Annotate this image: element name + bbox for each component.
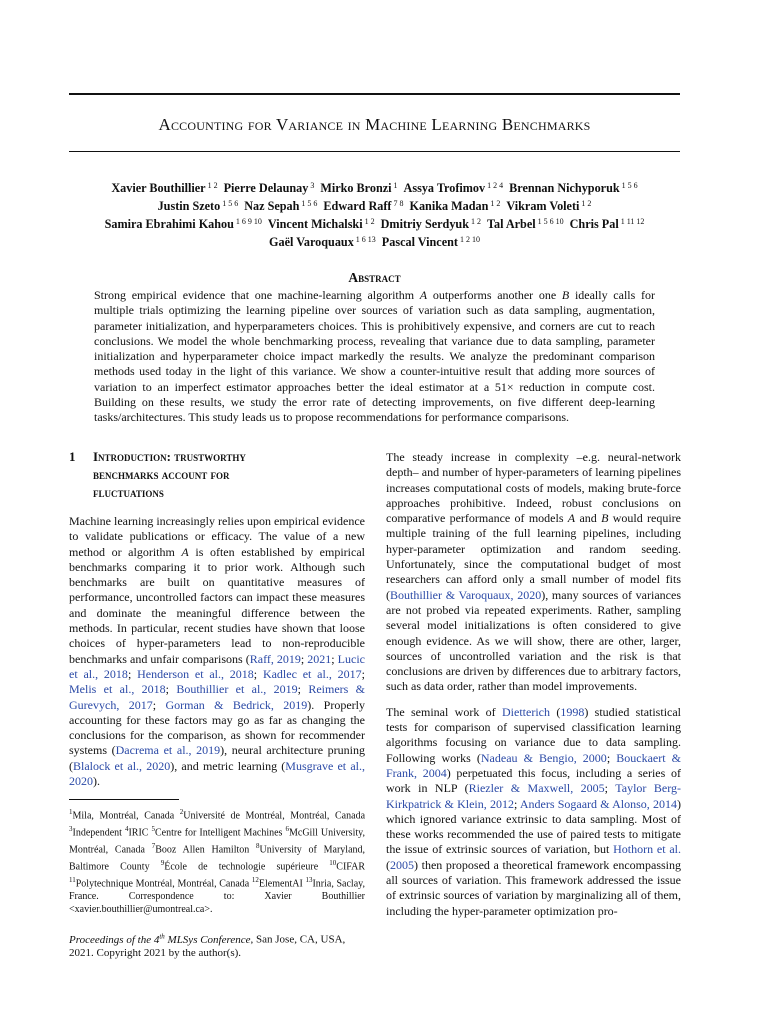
affiliation-mark: 12 [251,876,259,885]
affiliations-footnote: $^1$Mila, Montréal, Canada $^2$Université de Montréal, Montréal, Canada $^3$Independent $^4$IRIC $^5$Centre for Intelligent Machines $^6$McGill University, Montréal, Canada $^7$Booz Allen Hamilton $^8$University of Maryland, Baltimore County $^9$École de technologie supérieure $^{10}$CIFAR $^{11}$Polytechnique Montréal, Montréal, Canada $^{12}$ElementAI $^{13}$Inria, Saclay, France. Correspondence to: Xavier Bouthillier <xavier.bouthillier@umontreal.ca>. [69,808,366,915]
author-affiliation: 1 11 12 [620,217,645,226]
author [269,235,376,249]
citation-link[interactable]: Blalock et al., 2020 [73,758,171,773]
affiliation-mark: 11 [69,876,76,885]
author-affiliation: 1 2 4 [487,181,504,190]
footnote-rule [69,799,179,800]
affiliation-mark: 8 [256,842,260,851]
author-name: Justin Szeto [157,199,221,213]
author-affiliation: 1 5 6 [222,199,239,208]
affiliation-mark: 3 [69,825,73,834]
author-name: Vincent Michalski [267,217,363,231]
citation-link[interactable]: 1998 [560,704,585,719]
author [487,217,564,231]
math-symbol: A [567,511,576,526]
citation-link[interactable]: Dacrema et al., 2019 [115,743,221,758]
author [158,199,239,213]
author-name: Samira Ebrahimi Kahou [104,217,234,231]
author [323,199,403,213]
author-name: Pierre Delaunay [223,181,309,195]
author-line [69,232,680,250]
citation-link[interactable]: Bouthillier et al., 2019 [176,682,298,697]
author-name: Chris Pal [569,217,619,231]
author-affiliation: 1 2 [364,217,375,226]
author [224,181,315,195]
author [111,181,217,195]
author-affiliation: 7 8 [393,199,404,208]
author [506,199,591,213]
intro-paragraph-1: Machine learning increasingly relies upon empirical evidence to validate publications or efficacy. The value of a new method or algorithm A is often established by empirical benchmarks comparing it to prior work. Although such benchmarks are built on quantitative measures of performance, uncontrolled factors can impact these measures and dominate the meaningful difference between the methods. In particular, recent studies have shown that loose choices of hyper-parameters lead to non-reproducible benchmarks and unfair comparisons (Raff, 2019; 2021; Lucic et al., 2018; Henderson et al., 2018; Kadlec et al., 2017; Melis et al., 2018; Bouthillier et al., 2019; Reimers & Gurevych, 2017; Gorman & Bedrick, 2019). Properly accounting for these factors may go as far as changing the conclusions for the comparison, as shown for recommender systems (Dacrema et al., 2019), neural architecture pruning (Blalock et al., 2020), and metric learning (Musgrave et al., 2020). [69,514,366,789]
author-name: Pascal Vincent [381,235,458,249]
author-name: Vikram Voleti [506,199,580,213]
math-symbol: B [601,511,609,526]
citation-link[interactable]: Hothorn et al. [613,842,681,857]
citation-link[interactable]: Bouthillier & Varoquaux, 2020 [390,587,542,602]
author [381,217,481,231]
citation-link[interactable]: Nadeau & Bengio, 2000 [480,750,607,765]
affiliation-mark: 2 [179,808,184,817]
citation-link[interactable]: Raff, 2019 [249,651,301,666]
author [320,181,397,195]
author-name: Naz Sepah [244,199,300,213]
author [105,217,262,231]
affiliation-mark: 7 [151,842,156,851]
author [409,199,500,213]
affiliation-mark: 4 [124,825,129,834]
author-affiliation: 1 5 6 [301,199,318,208]
author [244,199,317,213]
author-name: Gaël Varoquaux [269,235,354,249]
citation-link[interactable]: Bouckaert & Frank, 2004 [386,750,681,780]
author-name: Edward Raff [323,199,392,213]
intro-paragraph-2: The steady increase in complexity –e.g. neural-network depth– and number of hyper-parameters of learning pipelines increases computational costs of models, making brute-force approaches prohibitive. Indeed, robust conclusions on comparative performance of models A and B would require multiple training of the full learning pipelines, including hyper-parameter optimization and random seeding. Unfortunately, since the computational budget of most researchers can afford only a small number of model fits (Bouthillier & Varoquaux, 2020), many sources of variances are not probed via repeated experiments. Rather, sampling several model initializations is often considered to give enough evidence. As we will show, there are other, larger, sources of uncontrolled variation and the risk is that conclusions are driven by differences due to arbitrary factors, such as data order, rather than model improvements. [386,450,682,694]
citation-link[interactable]: Anders Sogaard & Alonso, 2014 [519,796,678,811]
author [268,217,375,231]
left-column [69,448,365,961]
author-affiliation: 1 2 [490,199,501,208]
affiliation-mark: 5 [151,825,156,834]
author-affiliation: 1 5 6 10 [537,217,564,226]
author-name: Xavier Bouthillier [111,181,206,195]
author-affiliation: 1 6 13 [355,235,376,244]
author-affiliation: 1 2 [470,217,481,226]
title-rule-bottom [69,151,680,152]
citation-link[interactable]: Melis et al., 2018 [69,682,166,697]
author-affiliation: 1 6 9 10 [235,217,262,226]
abstract-text: Strong empirical evidence that one machine-learning algorithm A outperforms another one B ideally calls for multiple trials optimizing the learning pipeline over sources of variation such as data sampling, augmentation, parameter initialization, and hyperparameters choices. This is prohibitively expensive, and corners are cut to reach conclusions. We model the whole benchmarking process, revealing that variance due to data sampling, parameter initialization and hyperparameter choice impact markedly the results. We analyze the predominant comparison methods used today in the light of this variance. We show a counter-intuitive result that adding more sources of variation to an imperfect estimator approaches better the ideal estimator at a 51× reduction in compute cost. Building on these results, we study the error rate of detecting improvements, on five different deep-learning tasks/architectures. This study leads us to propose recommendations for performance comparisons. [94,288,655,425]
math-symbol: A [181,544,189,559]
math-symbol: A [419,288,428,302]
section-title: Introduction: trustworthy benchmarks account for fluctuations [93,449,246,500]
affiliation-mark: 1 [69,808,73,817]
author-affiliation: 1 2 [581,199,592,208]
citation-link[interactable]: 2021 [307,651,332,666]
affiliation-mark: 13 [305,876,313,885]
right-column [386,450,681,929]
author-name: Kanika Madan [409,199,489,213]
author [404,181,504,195]
author-affiliation: 1 [393,181,398,190]
citation-link[interactable]: Henderson et al., 2018 [137,666,254,681]
citation-link[interactable]: Dietterich [502,704,550,719]
affiliation-mark: 10 [329,859,337,868]
author [382,235,480,249]
author [509,181,638,195]
abstract-heading: Abstract [348,270,401,285]
paper-title: Accounting for Variance in Machine Learning Benchmarks [158,115,591,134]
author-line [69,178,680,196]
citation-link[interactable]: Reimers & Gurevych, 2017 [69,682,365,712]
math-symbol: B [561,288,570,302]
section-heading [69,448,365,502]
author-affiliation: 1 2 10 [459,235,480,244]
author-affiliation: 1 5 6 [621,181,638,190]
author-name: Brennan Nichyporuk [509,181,620,195]
author-name: Mirko Bronzi [320,181,392,195]
author [570,217,645,231]
citation-link[interactable]: Musgrave et al., 2020 [69,758,365,789]
citation-link[interactable]: Taylor Berg-Kirkpatrick & Klein, 2012 [386,781,681,811]
author-name: Tal Arbel [486,217,536,231]
author-list [69,178,680,250]
section-number: 1 [69,449,76,464]
proceedings-note: Proceedings of the 4th MLSys Conference, San Jose, CA, USA, 2021. Copyright 2021 by the author(s). [69,932,346,960]
citation-link[interactable]: Gorman & Bedrick, 2019 [165,697,308,712]
author-affiliation: 1 2 [207,181,218,190]
author-line [69,214,680,232]
affiliation-mark: 6 [285,825,289,834]
citation-link[interactable]: Lucic et al., 2018 [69,651,365,681]
citation-link[interactable]: 2005 [390,857,414,872]
author-name: Assya Trofimov [403,181,486,195]
author-affiliation: 3 [310,181,315,190]
author-line [69,196,680,214]
citation-link[interactable]: Riezler & Maxwell, 2005 [468,781,605,796]
citation-link[interactable]: Kadlec et al., 2017 [262,666,362,681]
title-rule-top [69,93,680,95]
author-name: Dmitriy Serdyuk [380,217,469,231]
intro-paragraph-3: The seminal work of Dietterich (1998) studied statistical tests for comparison of supervised classification learning algorithms focusing on variance due to data sampling. Following works (Nadeau & Bengio, 2000; Bouckaert & Frank, 2004) perpetuated this focus, including a series of work in NLP (Riezler & Maxwell, 2005; Taylor Berg-Kirkpatrick & Klein, 2012; Anders Sogaard & Alonso, 2014) which ignored variance extrinsic to data sampling. Most of these works recommended the use of paired tests to mitigate the issue of extrinsic sources of variation, but Hothorn et al. (2005) then proposed a theoretical framework encompassing all sources of variation. This framework addressed the issue of extrinsic sources of variation by marginalizing all of them, including the hyper-parameter optimization pro- [386,704,682,918]
affiliation-mark: 9 [160,859,165,868]
